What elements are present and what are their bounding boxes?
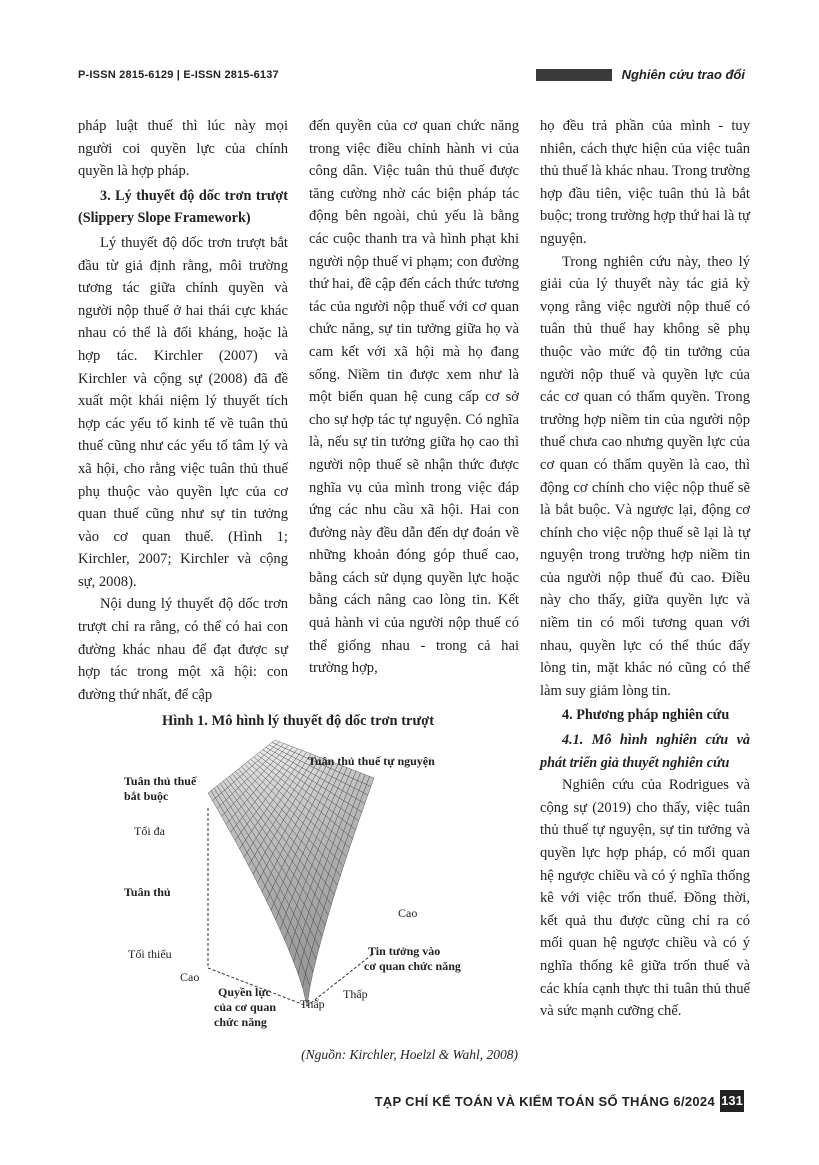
label-compliance: Tuân thủ [124,885,171,899]
paragraph: Lý thuyết độ dốc trơn trượt bắt đầu từ giả định rằng, môi trường tương tác giữa chính quyền và người nộp thuế ở hai thái cực khác nhau có thể là đối kháng, hoặc là hợp tác. Kirchler (2007) và Kirchler và cộng sự (2008) đã đề xuất một khái niệm lý thuyết tích hợp các yếu tố kinh tế về tuân thủ thuế cũng như các yếu tố tâm lý và xã hội, cho rằng việc tuân thủ thuế phụ thuộc vào quyền lực của cơ quan thuế cũng như sự tin tưởng vào cơ quan thuế. (Hình 1; Kirchler, 2007; Kirchler và cộng sự, 2008). [78,234,288,590]
issn-header: P-ISSN 2815-6129 | E-ISSN 2815-6137 [78,69,279,81]
paragraph: pháp luật thuế thì lúc này mọi người coi quyền lực của chính quyền là hợp pháp. [78,118,288,180]
paragraph: Trong nghiên cứu này, theo lý giải của lý thuyết này tác giả kỳ vọng rằng việc người nộp thuế có tuân thủ thuế hay không sẽ phụ thuộc vào mức độ tin tưởng của người nộp thuế và quyền lực của các cơ quan có thẩm quyền. Trong trường hợp niềm tin của người nộp thuế chưa cao nhưng quyền lực của cơ quan có thẩm quyền là cao, thì động cơ chính cho việc nộp thuế sẽ là bắt buộc. Và ngược lại, động cơ chính cho việc nộp thuế sẽ lại là tự nguyện trong trường hợp niềm tin của người nộp thuế đủ cao. Điều này cho thấy, giữa quyền lực và niềm tin có mối tương quan với nhau, quyền lực có thể thúc đẩy lòng tin, mặt khác nó cũng có thể làm suy giảm lòng tin. [540,253,750,699]
figure-title: Hình 1. Mô hình lý thuyết độ dốc trơn trượt [161,713,435,729]
label-voluntary: Tuân thủ thuế tự nguyện [308,754,435,768]
label-power-3: chức năng [214,1015,267,1029]
section-heading: 3. Lý thuyết độ dốc trơn trượt (Slippery Slope Framework) [78,187,288,227]
label-min: Tối thiểu [128,947,172,961]
label-trust-high: Cao [398,906,418,920]
subsection-heading: 4.1. Mô hình nghiên cứu và phát triển giả thuyết nghiên cứu [540,732,750,771]
figure-slippery-slope [78,738,520,1038]
figure-source: (Nguồn: Kirchler, Hoelzl & Wahl, 2008) [301,1047,518,1062]
label-enforced-2: bắt buộc [124,789,169,803]
paragraph: đến quyền của cơ quan chức năng trong việc điều chỉnh hành vi của công dân. Việc tuân thủ thuế được tăng cường nhờ các biện pháp tác động bên ngoài, chủ yếu là bằng các cuộc thanh tra và hình phạt khi người nộp thuế vi phạm; con đường thứ hai, đề cập đến cách thức tương tác của người nộp thuế với cơ quan chức năng, sự tin tưởng giữa họ và cam kết với xã hội mà họ đang sống. Niềm tin được xem như là một biến quan hệ cung cấp cơ sở cho sự hợp tác tự nguyện. Có nghĩa là, nếu sự tin tưởng giữa họ cao thì người nộp thuế sẽ nhận thức được nghĩa vụ của mình trong việc đáp ứng các nhu cầu xã hội. Hai con đường này đều dẫn đến dự đoán về những khoản đóng góp thuế cao, bằng cách sử dụng quyền lực hoặc bằng cách nâng cao lòng tin. Kết quả hành vi của người nộp thuế có thể giống nhau - trong cả hai trường hợp, [309,118,519,677]
column-3 [540,115,750,1023]
label-trust-1: Tin tưởng vào [368,944,441,958]
label-enforced-1: Tuân thủ thuế [124,774,197,788]
paragraph: họ đều trả phần của mình - tuy nhiên, cách thực hiện của việc tuân thủ thuế là khác nhau. Trong trường hợp đầu tiên, việc tuân thủ là bắt buộc; trong trường hợp thứ hai là tự nguyện. [540,118,750,247]
surface-mesh [208,740,374,1006]
column-1 [78,115,288,706]
paragraph: Nghiên cứu của Rodrigues và cộng sự (2019) cho thấy, việc tuân thủ thuế tự nguyện, sự tin tưởng và quyền lực hợp pháp, có mối quan hệ ngược chiều và có ý nghĩa thống kê với việc trốn thuế. Đồng thời, kết quả thu được cũng chỉ ra có mối quan hệ ngược chiều và có ý nghĩa thống kê giữa trốn thuế và các khía cạnh thực thi tuân thủ thuế và sức mạnh cưỡng chế. [540,777,750,1020]
label-trust-2: cơ quan chức năng [364,959,461,973]
label-power-1: Quyền lực [218,985,271,999]
label-power-high: Cao [180,970,200,984]
journal-footer: TẠP CHÍ KẾ TOÁN VÀ KIỂM TOÁN SỐ THÁNG 6/2024 [374,1094,715,1109]
label-power-2: của cơ quan [214,1000,276,1014]
section-heading: 4. Phương pháp nghiên cứu [562,707,730,724]
label-trust-low: Thấp [343,987,368,1001]
page-number: 131 [720,1090,744,1112]
label-max: Tối đa [134,824,165,838]
paragraph: Nội dung lý thuyết độ dốc trơn trượt chỉ ra rằng, có thể có hai con đường khác nhau để đạt được sự hợp tác trong một xã hội: con đường thứ nhất, để cập [78,596,288,703]
section-title: Nghiên cứu trao đổi [621,67,745,82]
column-2 [309,115,519,680]
label-power-low: Thấp [300,997,325,1011]
